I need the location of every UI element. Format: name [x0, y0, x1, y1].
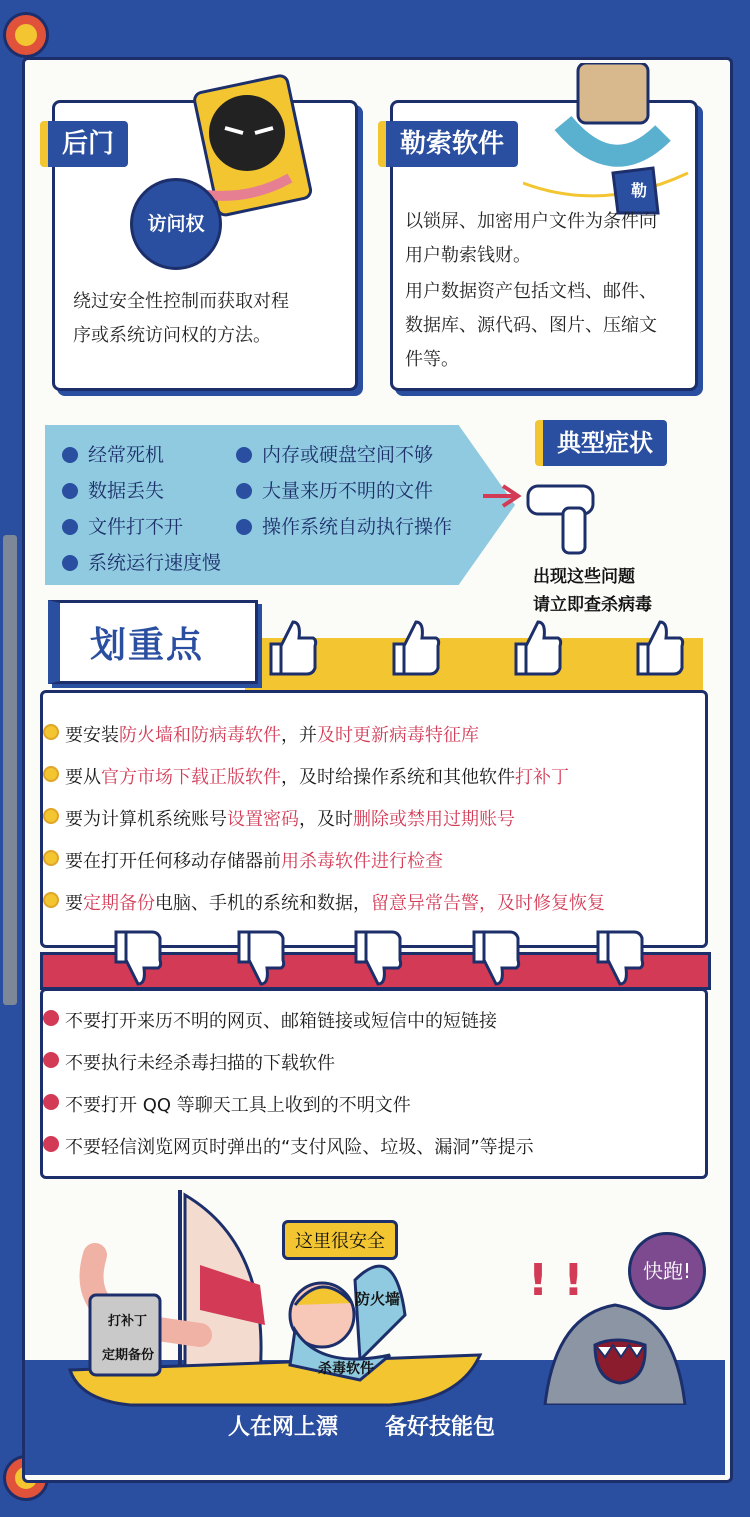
thumbs-up-icon: [632, 618, 686, 676]
ransom-character-icon: [523, 63, 693, 223]
shark-icon: [535, 1295, 695, 1405]
donts-list: [40, 988, 708, 1179]
thumbs-down-icon: [468, 930, 522, 988]
symptom-item: 操作系统自动执行操作: [236, 512, 452, 539]
symptom-item: 文件打不开: [62, 512, 183, 539]
symptom-item: 内存或硬盘空间不够: [236, 440, 433, 467]
symptoms-advice-1: 出现这些问题: [533, 567, 635, 587]
sail-sign-2: 定期备份: [102, 1348, 155, 1363]
key-point-item: 要定期备份电脑、手机的系统和数据，留意异常告警，及时修复恢复: [65, 889, 605, 915]
shark-speech-text: 快跑!: [642, 1259, 692, 1283]
slogan-left: 人在网上漂: [228, 1415, 339, 1440]
boat-scene-illustration: [60, 1185, 500, 1415]
thumbs-up-icon: [265, 618, 319, 676]
ransomware-line-5: 件等。: [405, 349, 459, 370]
key-points-title-box: [48, 600, 258, 684]
safe-speech-bubble: 这里很安全: [282, 1220, 398, 1260]
ransomware-line-3: 用户数据资产包括文档、邮件、: [405, 281, 657, 302]
backdoor-desc-2: 序或系统访问权的方法。: [73, 325, 271, 346]
backdoor-title: 后门: [40, 121, 128, 167]
thumbs-down-icon: [233, 930, 287, 988]
ransom-badge: 勒: [631, 181, 648, 200]
ransomware-line-4: 数据库、源代码、图片、压缩文: [405, 315, 657, 336]
scrollbar[interactable]: [3, 535, 17, 1005]
symptoms-title: 典型症状: [535, 420, 667, 466]
access-badge-label: 访问权: [147, 213, 205, 235]
symptom-item: 系统运行速度慢: [62, 548, 221, 575]
symptom-item: 经常死机: [62, 440, 164, 467]
ransomware-title: 勒索软件: [378, 121, 518, 167]
backdoor-card: [52, 100, 358, 391]
ransomware-card: [390, 100, 698, 391]
slogan-right: 备好技能包: [385, 1415, 496, 1440]
shark-speech-bubble: [628, 1232, 706, 1310]
key-point-item: 要从官方市场下载正版软件，及时给操作系统和其他软件打补丁: [65, 763, 569, 789]
key-points-title: 划重点: [90, 625, 205, 666]
corner-ornament-top: [6, 15, 46, 55]
backdoor-desc-1: 绕过安全性控制而获取对程: [73, 291, 289, 312]
dont-item: 不要轻信浏览网页时弹出的“支付风险、垃圾、漏洞”等提示: [65, 1133, 534, 1159]
thumbs-down-icon: [110, 930, 164, 988]
thumbs-up-icon: [510, 618, 564, 676]
symptom-item: 数据丢失: [62, 476, 164, 503]
dont-item: 不要执行未经杀毒扫描的下载软件: [65, 1049, 335, 1075]
symptoms-advice-2: 请立即查杀病毒: [533, 595, 652, 615]
key-point-item: 要安装防火墙和防病毒软件，并及时更新病毒特征库: [65, 721, 479, 747]
exclamation-marks: ! !: [528, 1255, 584, 1306]
key-point-item: 要在打开任何移动存储器前用杀毒软件进行检查: [65, 847, 443, 873]
firewall-bag-label: 防火墙: [355, 1290, 401, 1308]
thumbs-up-icon: [388, 618, 442, 676]
access-badge: [130, 178, 222, 270]
antivirus-bag-label: 杀毒软件: [318, 1361, 374, 1377]
thermometer-gun-icon: [478, 478, 608, 558]
key-point-item: 要为计算机系统账号设置密码，及时删除或禁用过期账号: [65, 805, 515, 831]
key-points-list: [40, 690, 708, 948]
thumbs-down-icon: [350, 930, 404, 988]
symptom-item: 大量来历不明的文件: [236, 476, 433, 503]
sail-sign-1: 打补丁: [108, 1314, 148, 1329]
dont-item: 不要打开来历不明的网页、邮箱链接或短信中的短链接: [65, 1007, 497, 1033]
dont-item: 不要打开 QQ 等聊天工具上收到的不明文件: [65, 1091, 411, 1117]
ransomware-line-1: 以锁屏、加密用户文件为条件向: [405, 211, 657, 232]
ransomware-line-2: 用户勒索钱财。: [405, 245, 531, 266]
thumbs-down-icon: [592, 930, 646, 988]
